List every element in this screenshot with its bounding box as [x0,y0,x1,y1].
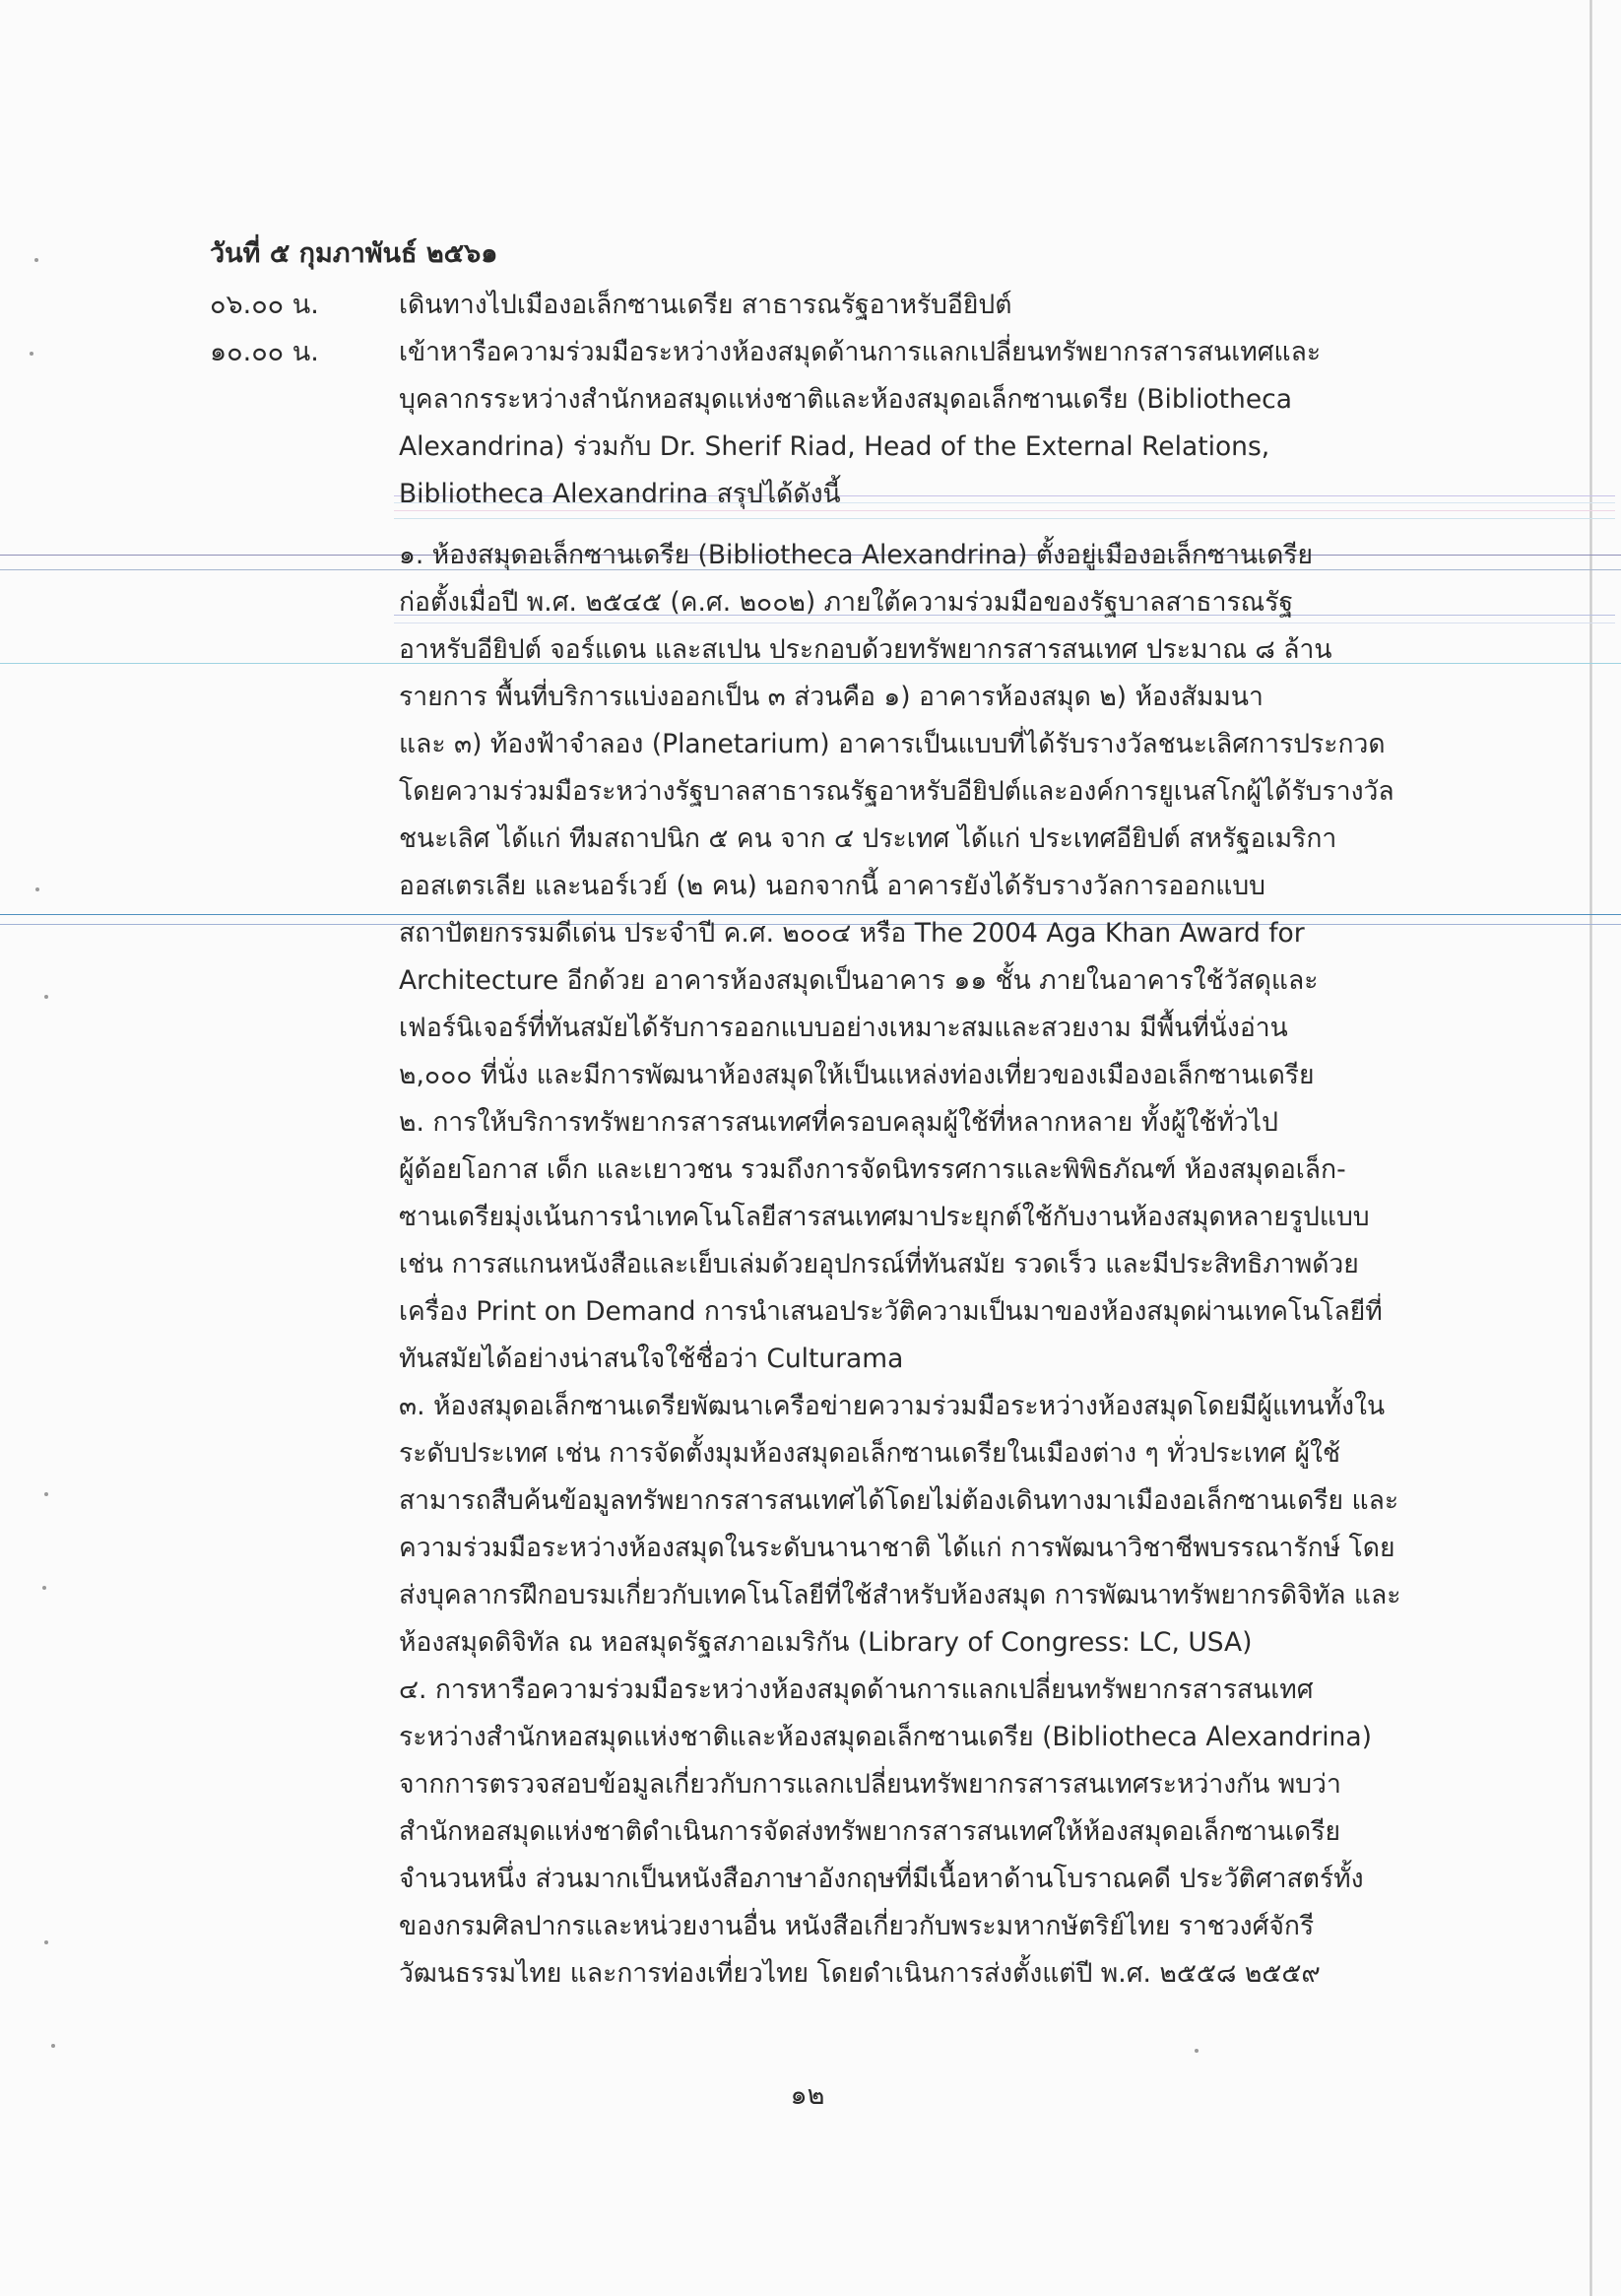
body-line: ผู้ด้อยโอกาส เด็ก และเยาวชน รวมถึงการจัดนิทรรศการและพิพิธภัณฑ์ ห้องสมุดอเล็ก- [399,1154,1346,1185]
body-line: สถาปัตยกรรมดีเด่น ประจำปี ค.ศ. ๒๐๐๔ หรือ The 2004 Aga Khan Award for [399,918,1305,949]
body-line: ความร่วมมือระหว่างห้องสมุดในระดับนานาชาติ ได้แก่ การพัฒนาวิชาชีพบรรณารักษ์ โดย [399,1533,1395,1563]
scan-speck [30,352,33,356]
body-line: ๒,๐๐๐ ที่นั่ง และมีการพัฒนาห้องสมุดให้เป็นแหล่งท่องเที่ยวของเมืองอเล็กซานเดรีย [399,1060,1315,1090]
body-line: เฟอร์นิเจอร์ที่ทันสมัยได้รับการออกแบบอย่างเหมาะสมและสวยงาม มีพื้นที่นั่งอ่าน [399,1013,1288,1043]
scan-speck [35,887,39,891]
body-line: โดยความร่วมมือระหว่างรัฐบาลสาธารณรัฐอาหรับอียิปต์และองค์การยูเนสโกผู้ได้รับรางวัล [399,776,1394,807]
body-line: สำนักหอสมุดแห่งชาติดำเนินการจัดส่งทรัพยากรสารสนเทศให้ห้องสมุดอเล็กซานเดรีย [399,1816,1341,1847]
schedule-description-line: เดินทางไปเมืองอเล็กซานเดรีย สาธารณรัฐอาหรับอียิปต์ [399,290,1012,320]
body-line: เช่น การสแกนหนังสือและเย็บเล่มด้วยอุปกรณ์ที่ทันสมัย รวดเร็ว และมีประสิทธิภาพด้วย [399,1249,1359,1279]
body-line: ของกรมศิลปากรและหน่วยงานอื่น หนังสือเกี่ยวกับพระมหากษัตริย์ไทย ราชวงศ์จักรี [399,1911,1315,1941]
body-line: ระหว่างสำนักหอสมุดแห่งชาติและห้องสมุดอเล็กซานเดรีย (Bibliotheca Alexandrina) [399,1722,1372,1752]
body-line: ๑. ห้องสมุดอเล็กซานเดรีย (Bibliotheca Alexandrina) ตั้งอยู่เมืองอเล็กซานเดรีย [399,540,1314,570]
body-line: ก่อตั้งเมื่อปี พ.ศ. ๒๕๔๕ (ค.ศ. ๒๐๐๒) ภายใต้ความร่วมมือของรัฐบาลสาธารณรัฐ [399,587,1294,618]
body-line: ๓. ห้องสมุดอเล็กซานเดรียพัฒนาเครือข่ายความร่วมมือระหว่างห้องสมุดโดยมีผู้แทนทั้งใน [399,1391,1386,1421]
body-line: รายการ พื้นที่บริการแบ่งออกเป็น ๓ ส่วนคือ ๑) อาคารห้องสมุด ๒) ห้องสัมมนา [399,682,1264,712]
scan-speck [44,1940,48,1944]
body-line: ทันสมัยได้อย่างน่าสนใจใช้ชื่อว่า Culturama [399,1344,904,1374]
body-line: Architecture อีกด้วย อาคารห้องสมุดเป็นอาคาร ๑๑ ชั้น ภายในอาคารใช้วัสดุและ [399,965,1319,996]
body-line: วัฒนธรรมไทย และการท่องเที่ยวไทย โดยดำเนินการส่งตั้งแต่ปี พ.ศ. ๒๕๕๘ ๒๕๕๙ [399,1958,1321,1989]
body-line: ห้องสมุดดิจิทัล ณ หอสมุดรัฐสภาอเมริกัน (Library of Congress: LC, USA) [399,1627,1253,1658]
body-line: ๒. การให้บริการทรัพยากรสารสนเทศที่ครอบคลุมผู้ใช้ที่หลากหลาย ทั้งผู้ใช้ทั่วไป [399,1107,1278,1138]
schedule-time: ๐๖.๐๐ น. [210,290,319,320]
body-line: เครื่อง Print on Demand การนำเสนอประวัติความเป็นมาของห้องสมุดผ่านเทคโนโลยีที่ [399,1296,1383,1327]
scan-speck [44,1492,48,1496]
body-line: ระดับประเทศ เช่น การจัดตั้งมุมห้องสมุดอเล็กซานเดรียในเมืองต่าง ๆ ทั่วประเทศ ผู้ใช้ [399,1438,1340,1469]
schedule-description-line: บุคลากรระหว่างสำนักหอสมุดแห่งชาติและห้องสมุดอเล็กซานเดรีย (Bibliotheca [399,384,1292,415]
body-line: ซานเดรียมุ่งเน้นการนำเทคโนโลยีสารสนเทศมาประยุกต์ใช้กับงานห้องสมุดหลายรูปแบบ [399,1202,1370,1232]
schedule-description-line: Alexandrina) ร่วมกับ Dr. Sherif Riad, Head of the External Relations, [399,431,1270,462]
schedule-time: ๑๐.๐๐ น. [210,337,319,367]
body-line: จำนวนหนึ่ง ส่วนมากเป็นหนังสือภาษาอังกฤษที่มีเนื้อหาด้านโบราณคดี ประวัติศาสตร์ทั้ง [399,1864,1364,1894]
body-line: สามารถสืบค้นข้อมูลทรัพยากรสารสนเทศได้โดยไม่ต้องเดินทางมาเมืองอเล็กซานเดรีย และ [399,1485,1399,1516]
body-line: ส่งบุคลากรฝึกอบรมเกี่ยวกับเทคโนโลยีที่ใช้สำหรับห้องสมุด การพัฒนาทรัพยากรดิจิทัล และ [399,1580,1401,1610]
date-heading: วันที่ ๕ กุมภาพันธ์ ๒๕๖๑ [210,238,498,269]
page-number: ๑๒ [790,2080,825,2111]
body-line: ชนะเลิศ ได้แก่ ทีมสถาปนิก ๕ คน จาก ๔ ประเทศ ได้แก่ ประเทศอียิปต์ สหรัฐอเมริกา [399,823,1337,854]
scan-speck [51,2044,55,2048]
body-line: ๔. การหารือความร่วมมือระหว่างห้องสมุดด้านการแลกเปลี่ยนทรัพยากรสารสนเทศ [399,1674,1314,1705]
body-line: และ ๓) ท้องฟ้าจำลอง (Planetarium) อาคารเป็นแบบที่ได้รับรางวัลชนะเลิศการประกวด [399,729,1386,759]
page-edge-line [1589,0,1592,2296]
body-line: อาหรับอียิปต์ จอร์แดน และสเปน ประกอบด้วยทรัพยากรสารสนเทศ ประมาณ ๘ ล้าน [399,634,1332,665]
scan-speck [44,995,48,999]
schedule-description-line: Bibliotheca Alexandrina สรุปได้ดังนี้ [399,479,841,509]
schedule-description-line: เข้าหารือความร่วมมือระหว่างห้องสมุดด้านการแลกเปลี่ยนทรัพยากรสารสนเทศและ [399,337,1322,367]
scan-speck [42,1586,46,1590]
scan-artifact-line [394,518,1615,519]
body-line: จากการตรวจสอบข้อมูลเกี่ยวกับการแลกเปลี่ยนทรัพยากรสารสนเทศระหว่างกัน พบว่า [399,1769,1341,1800]
scan-speck [34,258,38,262]
body-line: ออสเตรเลีย และนอร์เวย์ (๒ คน) นอกจากนี้ อาคารยังได้รับรางวัลการออกแบบ [399,871,1265,901]
scan-speck [1195,2049,1199,2053]
